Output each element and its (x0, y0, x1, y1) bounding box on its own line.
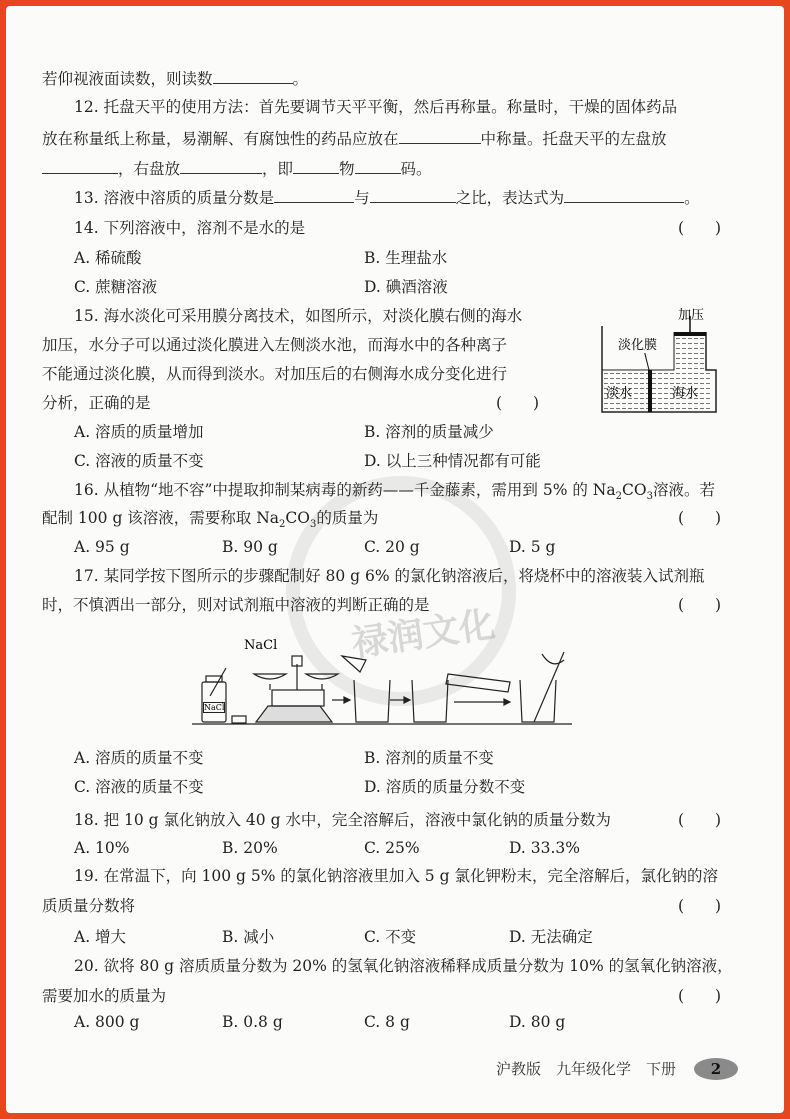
q18-stem: 18. 把 10 g 氯化钠放入 40 g 水中，完全溶解后，溶液中氯化钠的质量分数为 (74, 811, 611, 829)
q12-line3 (42, 157, 432, 179)
option-a: A. 溶质的质量不变 (74, 749, 204, 767)
option-d: D. 80 g (509, 1013, 566, 1031)
fresh-water-label: 淡水 (606, 386, 633, 401)
answer-paren: ( ) (678, 897, 722, 915)
text: 配制 100 g 该溶液，需要称取 Na (42, 509, 280, 527)
nacl-label: NaCl (244, 638, 278, 653)
answer-paren: ( ) (678, 509, 722, 527)
text: 。 (684, 189, 700, 207)
text: ，右盘放 (118, 160, 181, 178)
option-c: C. 溶液的质量不变 (74, 452, 204, 470)
line-prev (42, 67, 308, 89)
q12-line2 (42, 127, 667, 149)
q19-line2: 质质量分数将 (42, 897, 136, 915)
page-number: 2 (694, 1058, 738, 1080)
text: 与 (354, 189, 370, 207)
option-b: B. 生理盐水 (364, 249, 448, 267)
blank (293, 157, 339, 174)
option-d: D. 33.3% (509, 839, 580, 857)
q17-line2: 时，不慎洒出一部分，则对试剂瓶中溶液的判断正确的是 (42, 596, 430, 614)
subscript: 3 (309, 519, 317, 531)
option-c: C. 不变 (364, 928, 417, 946)
option-a: A. 稀硫酸 (74, 249, 142, 267)
blank (213, 67, 293, 84)
option-b: B. 溶剂的质量减少 (364, 423, 494, 441)
subscript: 3 (646, 491, 653, 503)
membrane-label: 淡化膜 (618, 334, 657, 353)
pressure-label: 加压 (678, 308, 705, 323)
text: 码。 (400, 160, 432, 178)
q14-stem: 14. 下列溶液中，溶剂不是水的是 (74, 219, 306, 237)
option-d: D. 5 g (509, 538, 556, 556)
option-c: C. 蔗糖溶液 (74, 278, 158, 296)
option-d: D. 溶质的质量分数不变 (364, 778, 526, 796)
blank (399, 127, 481, 144)
subscript: 2 (615, 491, 622, 503)
q13 (74, 186, 700, 208)
text: 若仰视液面读数，则读数 (42, 70, 213, 88)
text: CO (285, 509, 310, 527)
text: 16. 从植物“地不容”中提取抑制某病毒的新药——千金藤素，需用到 5% 的 Na (74, 481, 616, 499)
text: 物 (339, 160, 355, 178)
footer-book-title: 沪教版 九年级化学 下册 (496, 1060, 677, 1078)
q20-line2: 需要加水的质量为 (42, 987, 167, 1005)
sea-water-label: 海水 (672, 386, 699, 401)
preparation-figure (192, 636, 572, 732)
q15-line4: 分析，正确的是 (42, 394, 151, 412)
option-c: C. 25% (364, 839, 420, 857)
text: 溶液。若 (652, 481, 715, 499)
option-a: A. 溶质的质量增加 (74, 423, 204, 441)
option-b: B. 减小 (222, 928, 275, 946)
text: ，即 (262, 160, 294, 178)
q17-line1: 17. 某同学按下图所示的步骤配制好 80 g 6% 的氯化钠溶液后，将烧杯中的溶液装入试剂瓶 (74, 567, 705, 585)
text: 中称量。托盘天平的左盘放 (480, 130, 667, 148)
blank (564, 186, 684, 203)
option-b: B. 90 g (222, 538, 278, 556)
subscript: 2 (279, 519, 286, 531)
text: 13. 溶液中溶质的质量分数是 (74, 189, 275, 207)
bottle-label: NaCl (204, 703, 225, 712)
blank (42, 157, 118, 174)
option-a: A. 95 g (74, 538, 130, 556)
answer-paren: ( ) (678, 987, 722, 1005)
option-b: B. 溶剂的质量不变 (364, 749, 494, 767)
q15-line1: 15. 海水淡化可采用膜分离技术，如图所示，对淡化膜右侧的海水 (74, 307, 523, 325)
text: 放在称量纸上称量，易潮解、有腐蚀性的药品应放在 (42, 130, 399, 148)
document-page (6, 6, 784, 1113)
answer-paren: ( ) (678, 219, 722, 237)
option-a: A. 10% (74, 839, 130, 857)
membrane-figure (592, 306, 722, 418)
option-d: D. 无法确定 (509, 928, 593, 946)
option-b: B. 0.8 g (222, 1013, 283, 1031)
text: CO (621, 481, 647, 499)
blank (180, 157, 262, 174)
q15-line3: 不能通过淡化膜，从而得到淡水。对加压后的右侧海水成分变化进行 (42, 365, 508, 383)
q19-line1: 19. 在常温下，向 100 g 5% 的氯化钠溶液里加入 5 g 氯化钾粉末，完全溶解后，氯化钠的溶 (74, 867, 718, 885)
option-b: B. 20% (222, 839, 278, 857)
text: 之比，表达式为 (455, 189, 565, 207)
option-d: D. 以上三种情况都有可能 (364, 452, 541, 470)
blank (370, 186, 456, 203)
option-c: C. 20 g (364, 538, 420, 556)
option-a: A. 增大 (74, 928, 127, 946)
answer-paren: ( ) (678, 811, 722, 829)
q16-line1 (74, 479, 715, 501)
text: 的质量为 (316, 509, 379, 527)
q16-line2 (42, 507, 378, 529)
text: 。 (292, 70, 309, 88)
option-c: C. 溶液的质量不变 (74, 778, 204, 796)
watermark-text: 禄润文化 (349, 604, 498, 665)
answer-paren: ( ) (496, 394, 540, 412)
q15-line2: 加压，水分子可以通过淡化膜进入左侧淡水池，而海水中的各种离子 (42, 336, 508, 354)
option-c: C. 8 g (364, 1013, 410, 1031)
blank (355, 157, 401, 174)
q12-line1: 12. 托盘天平的使用方法：首先要调节天平平衡，然后再称量。称量时，干燥的固体药品 (74, 98, 678, 116)
q20-line1: 20. 欲将 80 g 溶质质量分数为 20% 的氢氧化钠溶液稀释成质量分数为 10% 的氢氧化钠溶液， (74, 957, 733, 975)
option-a: A. 800 g (74, 1013, 140, 1031)
option-d: D. 碘酒溶液 (364, 278, 448, 296)
answer-paren: ( ) (678, 596, 722, 614)
blank (274, 186, 354, 203)
